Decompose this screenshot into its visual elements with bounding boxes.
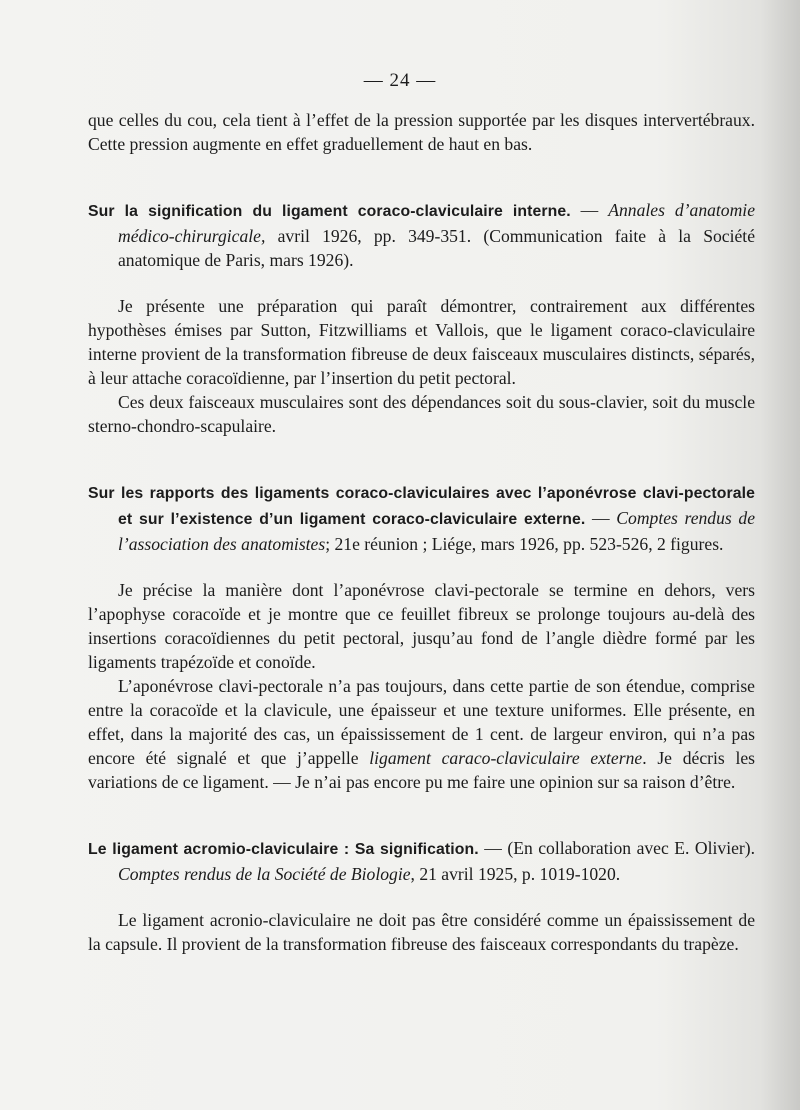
entry-2-reference: ; 21e réunion ; Liége, mars 1926, pp. 523-526, 2 figures. <box>325 534 724 554</box>
entry-3-heading: Le ligament acromio-claviculaire : Sa signification. — (En collaboration avec E. Olivier). Comptes rendus de la Société de Biologie, 21 avril 1925, p. 1019-1020. <box>88 838 756 884</box>
entry-2-heading: Sur les rapports des ligaments coraco-claviculaires avec l’aponévrose clavi-pectorale et sur l’existence d’un ligament coraco-claviculaire externe. — Comptes rendus de l’association des anatomistes; 21e réunion ; Liége, mars 1926, pp. 523-526, 2 figures. <box>88 485 756 554</box>
entry-1-journal: Annales d’anatomie médico-chirurgicale, <box>118 200 756 246</box>
entry-1-paragraph-1: Je présente une préparation qui paraît démontrer, contrairement aux différentes hypothèses émises par Sutton, Fitzwilliams et Vallois, que le ligament coraco-claviculaire interne provient de la transformation fibreuse de deux faisceaux musculaires distincts, séparés, à leur attache coracoïdienne, par l’insertion du petit pectoral. <box>88 296 755 388</box>
entry-3-collaboration: (En collaboration avec E. Olivier). <box>507 838 756 858</box>
page-number: — 24 — <box>363 70 437 91</box>
entry-2-title: Sur les rapports des ligaments coraco-claviculaires avec l’aponévrose clavi-pectorale et sur l’existence d’un ligament coraco-claviculaire externe. <box>88 485 755 528</box>
entry-2-journal: Comptes rendus de l’association des anatomistes <box>118 508 756 554</box>
entry-1-heading: Sur la signification du ligament coraco-claviculaire interne. — Annales d’anatomie médico-chirurgicale, avril 1926, pp. 349-351. (Communication faite à la Société anatomique de Paris, mars 1926). <box>88 200 756 270</box>
entry-1-title: Sur la signification du ligament coraco-claviculaire interne. <box>88 203 571 220</box>
intro-paragraph: que celles du cou, cela tient à l’effet de la pression supportée par les disques intervertébraux. Cette pression augmente en effet graduellement de haut en bas. <box>88 110 755 154</box>
entry-3-reference: , 21 avril 1925, p. 1019-1020. <box>410 864 621 884</box>
ligament-term: ligament caraco-claviculaire externe <box>369 748 643 768</box>
entry-2-paragraph-2: L’aponévrose clavi-pectorale n’a pas toujours, dans cette partie de son étendue, comprise entre la coracoïde et la clavicule, une épaisseur et une texture uniformes. Elle présente, en effet, dans la majorité des cas, un épaississement de 1 cent. de largeur environ, qui n’a pas encore été signalé et que j’appelle ligament caraco-claviculaire externe. Je décris les variations de ce ligament. — Je n’ai pas encore pu me faire une opinion sur sa raison d’être. <box>88 676 755 792</box>
entry-2-paragraph-1: Je précise la manière dont l’aponévrose clavi-pectorale se termine en dehors, vers l’apophyse coracoïde et je montre que ce feuillet fibreux se prolonge toujours au-delà des insertions coracoïdiennes du petit pectoral, jusqu’au fond de l’angle dièdre formé par les ligaments trapézoïde et conoïde. <box>88 580 755 672</box>
page-content <box>88 108 755 956</box>
entry-3-title: Le ligament acromio-claviculaire : Sa signification. <box>88 841 479 858</box>
entry-1-reference: avril 1926, pp. 349-351. (Communication faite à la Société anatomique de Paris, mars 1926). <box>118 226 755 270</box>
entry-1-paragraph-2: Ces deux faisceaux musculaires sont des dépendances soit du sous-clavier, soit du muscle sterno-chondro-scapulaire. <box>88 392 755 436</box>
entry-3-paragraph-1: Le ligament acronio-claviculaire ne doit pas être considéré comme un épaississement de la capsule. Il provient de la transformation fibreuse des faisceaux correspondants du trapèze. <box>88 910 755 954</box>
entry-3-journal: Comptes rendus de la Société de Biologie <box>118 864 411 884</box>
